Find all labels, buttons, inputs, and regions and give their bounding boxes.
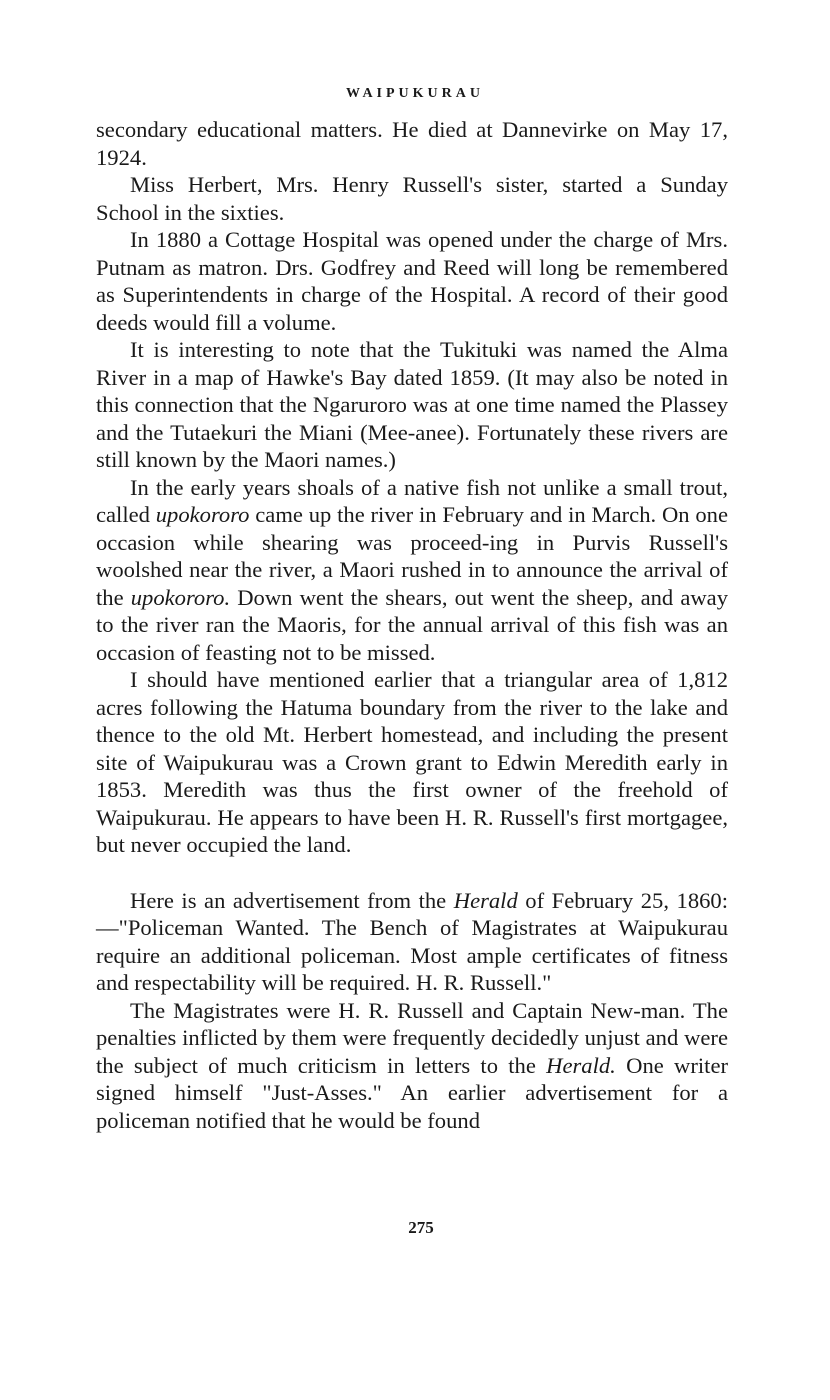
running-head: WAIPUKURAU — [346, 86, 484, 101]
paragraph-5-text: Down went the shears, out went the sheep, and away to the river ran the Maoris, for the annual arrival of this fish was an occasion of feasting not to be missed. — [96, 584, 728, 665]
paragraph-2 — [96, 171, 728, 226]
page-number: 275 — [408, 1218, 434, 1237]
paragraph-3-text: In 1880 a Cottage Hospital was opened under the charge of Mrs. Putnam as matron. Drs. Godfrey and Reed will long be remembered as Superintendents in charge of the Hospital. A record of their good deeds would fill a volume. — [96, 227, 728, 335]
paragraph-1-text: secondary educational matters. He died at Dannevirke on May 17, 1924. — [96, 117, 728, 170]
fish-name-italic: upokororo. — [130, 584, 231, 610]
paragraph-6-text: I should have mentioned earlier that a triangular area of 1,812 acres following the Hatuma boundary from the river to the lake and thence to the old Mt. Herbert homestead, and including the present site of Waipukurau was a Crown grant to Edwin Meredith early in 1853. Meredith was thus the first owner of the freehold of Waipukurau. He appears to have been H. R. Russell's first mortgagee, but never occupied the land. — [96, 667, 728, 857]
paragraph-5-text: In the early years shoals of a native fish not unlike a small trout, called — [96, 474, 728, 527]
paragraph-4-text: It is interesting to note that the Tukituki was named the Alma River in a map of Hawke's Bay dated 1859. (It may also be noted in this connection that the Ngaruroro was at one time named the Plassey and the Tutaekuri the Miani (Mee-anee). Fortunately these rivers are still known by the Maori names.) — [96, 337, 728, 472]
paragraph-7-text: of February 25, 1860:—"Policeman Wanted. The Bench of Magistrates at Waipukurau require an additional policeman. Most ample certificates of fitness and respectability will be required. H. R. Russell." — [96, 887, 728, 995]
paragraph-8-text: One writer signed himself "Just-Asses." An earlier advertisement for a policeman notified that he would be found — [96, 1052, 728, 1133]
paragraph-1 — [96, 116, 728, 171]
newspaper-title-italic: Herald — [453, 887, 518, 913]
paragraph-8-text: The Magistrates were H. R. Russell and Captain New-man. The penalties inflicted by them were frequently decidedly unjust and were the subject of much criticism in letters to the — [96, 997, 728, 1078]
paragraph-7 — [96, 887, 728, 997]
paragraph-4 — [96, 336, 728, 474]
paragraph-8 — [96, 997, 728, 1135]
paragraph-6 — [96, 666, 728, 859]
paragraph-5 — [96, 474, 728, 667]
newspaper-title-italic: Herald. — [546, 1052, 616, 1078]
page-body — [96, 86, 728, 1134]
paragraph-2-text: Miss Herbert, Mrs. Henry Russell's sister, started a Sunday School in the sixties. — [96, 172, 728, 225]
section-gap — [96, 859, 728, 887]
paragraph-5-text: came up the river in February and in March. On one occasion while shearing was proceed-ing in Purvis Russell's woolshed near the river, a Maori rushed in to announce the arrival of the — [96, 502, 728, 610]
paragraph-7-text: Here is an advertisement from the — [130, 887, 454, 913]
fish-name-italic: upokororo — [155, 502, 250, 527]
paragraph-3 — [96, 226, 728, 336]
